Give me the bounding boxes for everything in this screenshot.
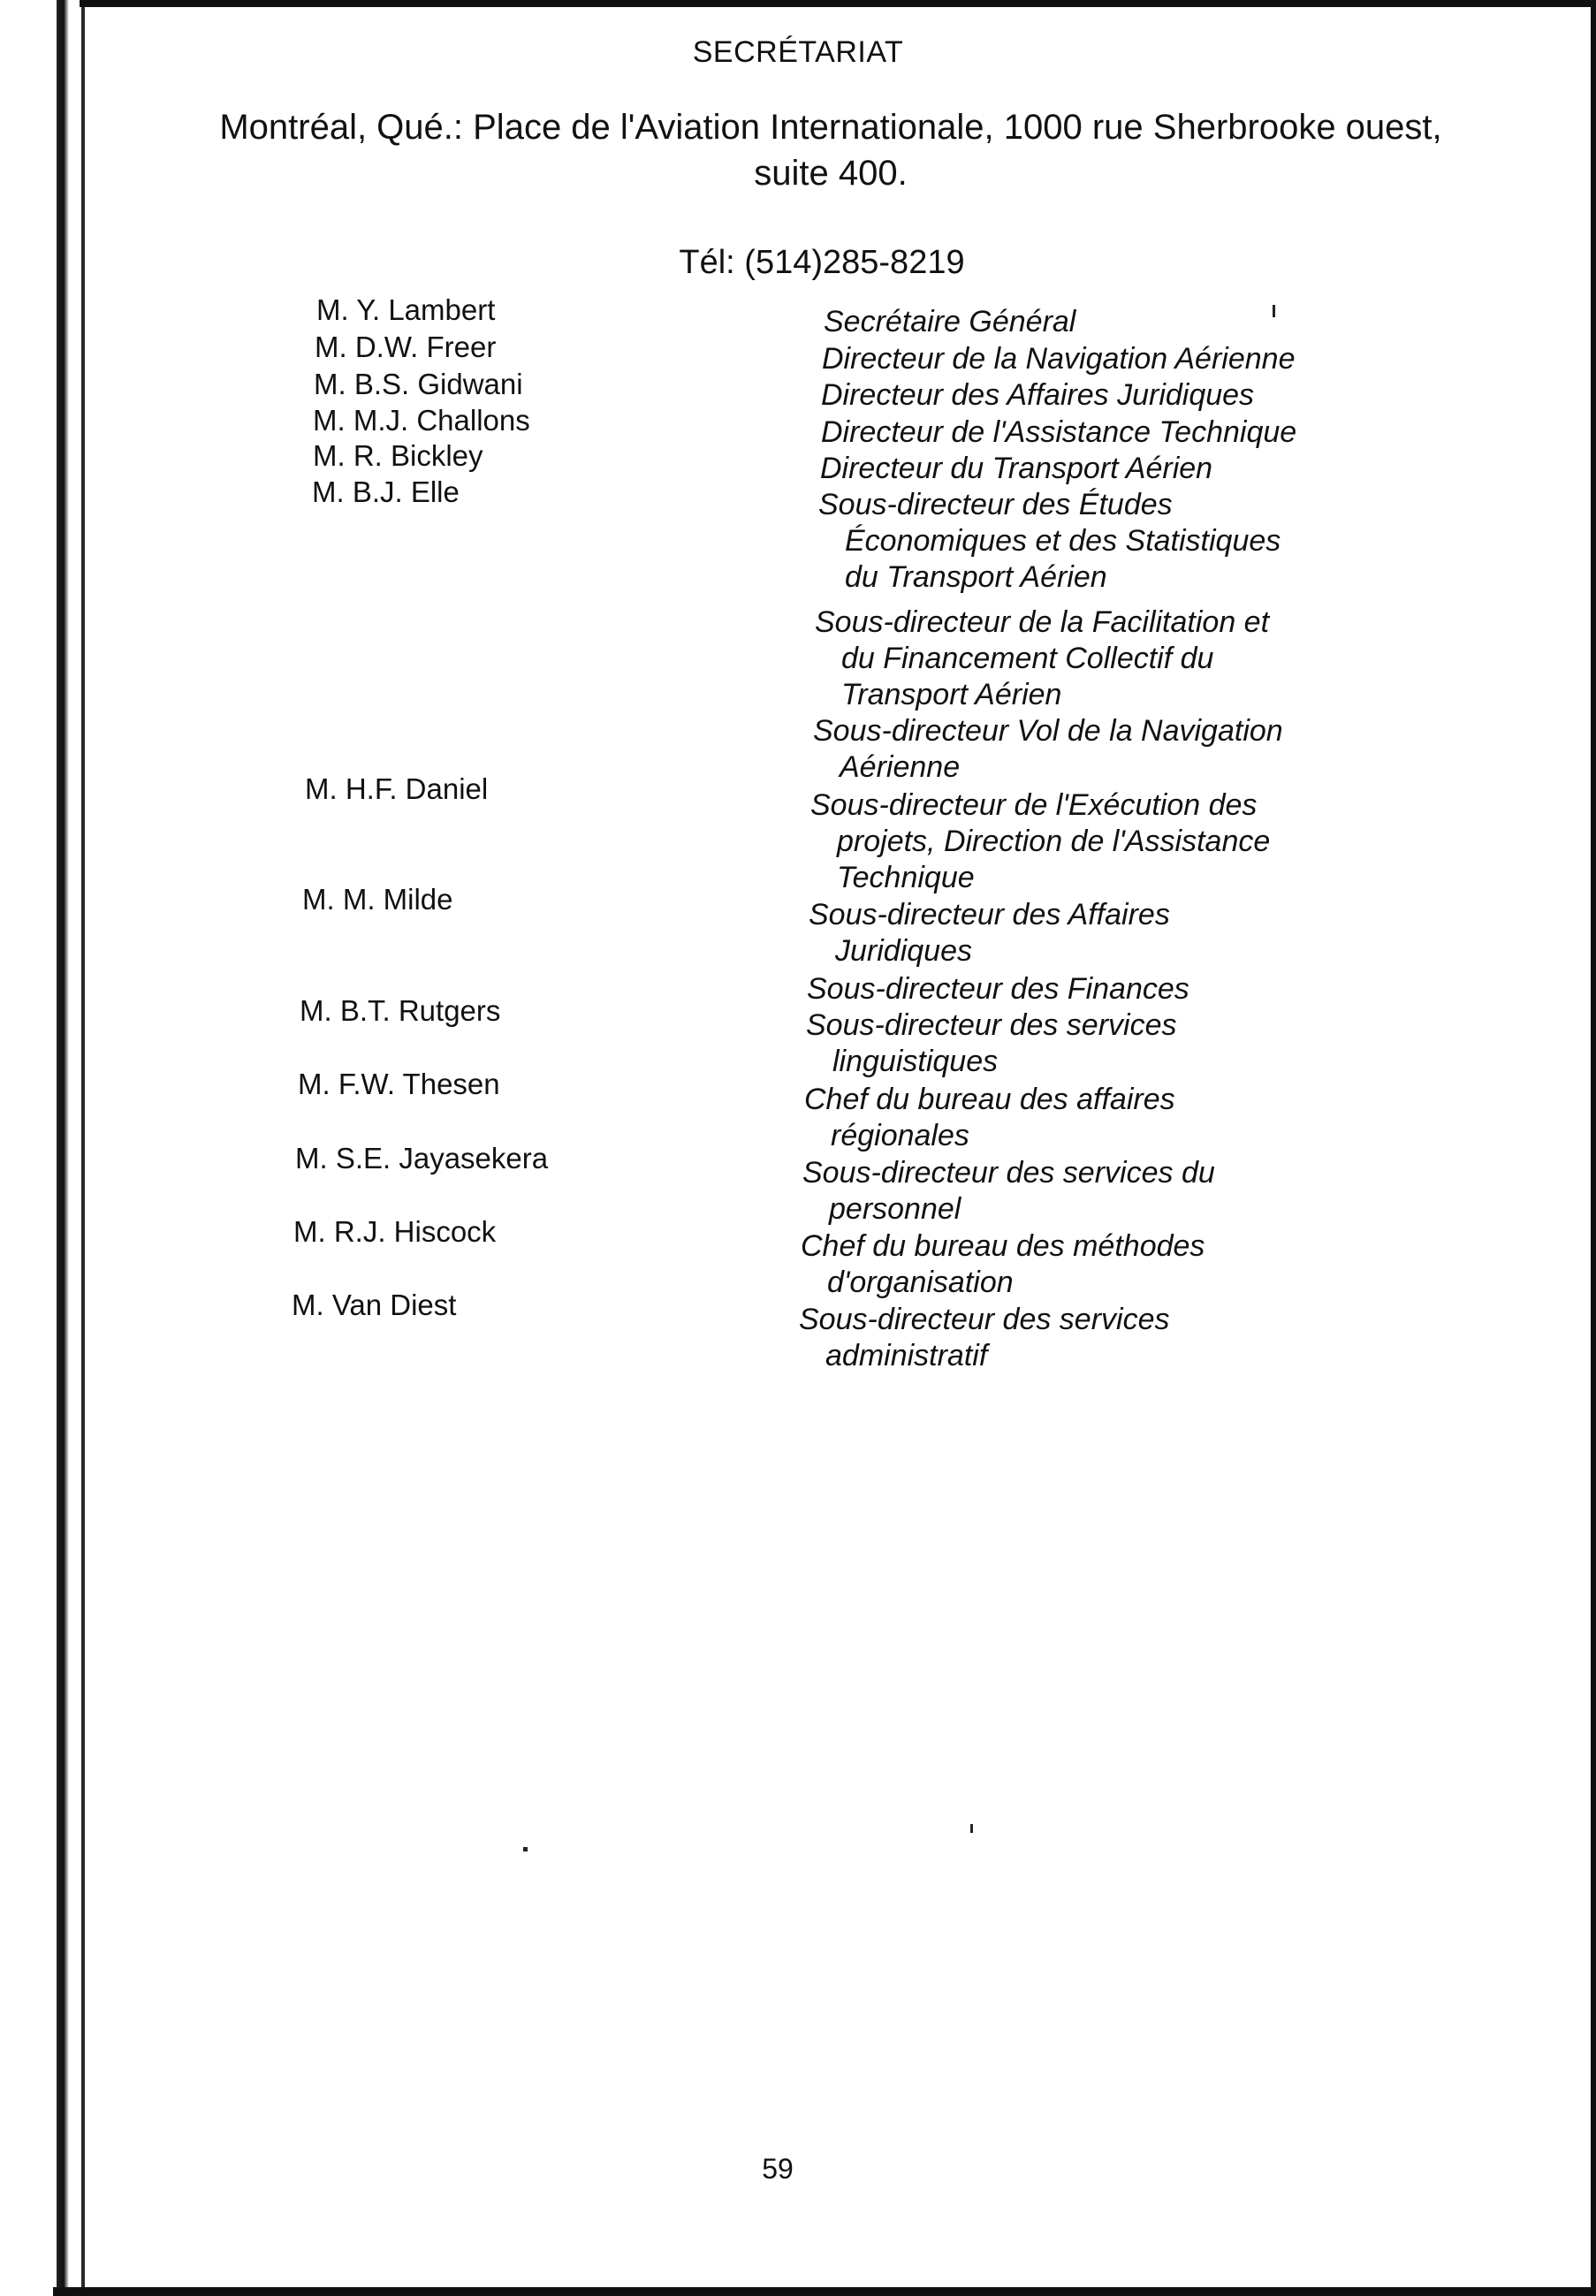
staff-role: Secrétaire Général [824, 305, 1076, 338]
staff-role: Sous-directeur des Affaires Juridiques [809, 898, 1170, 968]
staff-role: Sous-directeur des services du personnel [802, 1156, 1215, 1226]
scan-left-line [81, 0, 85, 2296]
staff-role: Sous-directeur des services administratif [799, 1303, 1170, 1372]
staff-role: Chef du bureau des méthodes d'organisation [801, 1229, 1205, 1299]
staff-role: Sous-directeur des Finances [807, 972, 1189, 1006]
staff-name: M. M. Milde [302, 883, 453, 916]
address-line-2: suite 400. [754, 154, 908, 193]
staff-role: Directeur de l'Assistance Technique [821, 415, 1297, 449]
staff-name: M. B.S. Gidwani [314, 368, 523, 400]
page-number: 59 [762, 2153, 794, 2185]
address-line-1: Montréal, Qué.: Place de l'Aviation Internationale, 1000 rue Sherbrooke ouest, [219, 108, 1442, 147]
staff-role: Sous-directeur Vol de la Navigation Aérienne [813, 714, 1283, 784]
phone-number: Tél: (514)285-8219 [679, 244, 965, 281]
staff-name: M. B.J. Elle [312, 475, 460, 508]
staff-name: M. Y. Lambert [316, 293, 496, 326]
address-block [212, 104, 1449, 196]
scan-speck [970, 1824, 973, 1833]
staff-name: M. H.F. Daniel [305, 772, 489, 805]
staff-role: Chef du bureau des affaires régionales [804, 1083, 1175, 1152]
staff-role: Sous-directeur de la Facilitation et du Financement Collectif du Transport Aérien [815, 605, 1270, 711]
scan-speck [1273, 305, 1275, 317]
staff-name: M. D.W. Freer [315, 331, 497, 363]
staff-name: M. M.J. Challons [313, 404, 530, 437]
staff-name: M. R.J. Hiscock [293, 1215, 497, 1248]
staff-name: M. S.E. Jayasekera [295, 1142, 549, 1175]
staff-role: Directeur de la Navigation Aérienne [822, 342, 1296, 376]
scan-bottom-border [53, 2287, 1596, 2296]
scan-right-border [1591, 0, 1596, 2296]
staff-name: M. B.T. Rutgers [300, 994, 501, 1027]
section-heading: SECRÉTARIAT [692, 35, 904, 69]
scan-top-border [80, 0, 1596, 7]
staff-role: Directeur des Affaires Juridiques [821, 378, 1255, 412]
scan-speck [523, 1847, 528, 1851]
staff-role: Directeur du Transport Aérien [820, 452, 1213, 485]
scan-left-border [0, 0, 74, 2296]
staff-role: Sous-directeur des Études Économiques et des Statistiques du Transport Aérien [818, 488, 1281, 594]
staff-name: M. R. Bickley [313, 439, 483, 472]
staff-name: M. Van Diest [292, 1289, 457, 1321]
staff-role: Sous-directeur des services linguistiques [806, 1008, 1177, 1078]
staff-name: M. F.W. Thesen [298, 1068, 500, 1100]
staff-role: Sous-directeur de l'Exécution des projets, Direction de l'Assistance Technique [810, 788, 1271, 894]
